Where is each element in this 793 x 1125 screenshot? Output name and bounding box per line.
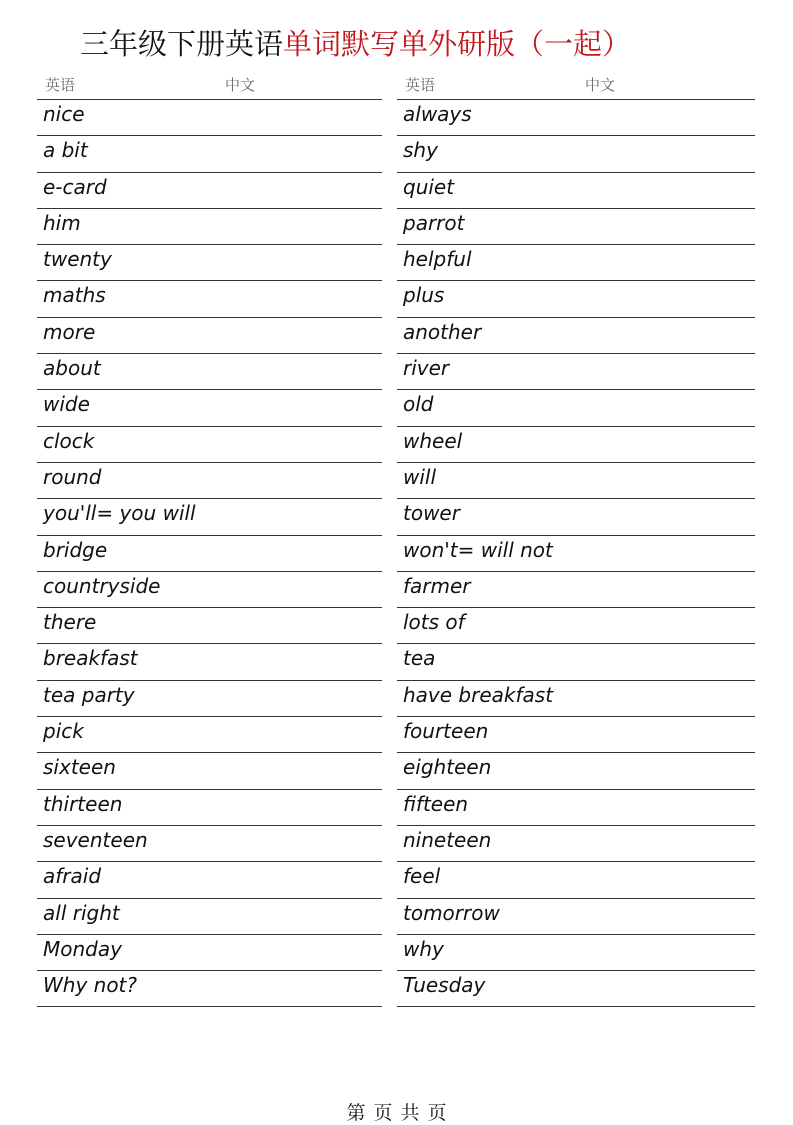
word-row	[397, 100, 755, 136]
english-word: a bit	[43, 138, 88, 163]
english-word: parrot	[403, 210, 465, 235]
english-word: fifteen	[403, 791, 469, 816]
english-word: old	[403, 392, 434, 417]
english-word: there	[43, 610, 97, 635]
word-row	[37, 681, 382, 717]
english-word: afraid	[43, 864, 102, 889]
word-row	[397, 862, 755, 898]
english-word: shy	[403, 138, 438, 163]
chinese-answer-blank[interactable]	[225, 937, 378, 967]
worksheet-title	[80, 22, 631, 66]
chinese-answer-blank[interactable]	[585, 175, 751, 205]
word-row	[37, 826, 382, 862]
word-row	[37, 427, 382, 463]
chinese-answer-blank[interactable]	[225, 465, 378, 495]
english-word: Why not?	[43, 973, 138, 998]
chinese-answer-blank[interactable]	[585, 138, 751, 168]
word-row	[397, 390, 755, 426]
word-row	[37, 100, 382, 136]
word-row	[397, 790, 755, 826]
word-row	[397, 935, 755, 971]
chinese-answer-blank[interactable]	[225, 792, 378, 822]
english-word: you'll= you will	[43, 501, 196, 526]
chinese-answer-blank[interactable]	[225, 683, 378, 713]
english-word: lots of	[403, 610, 465, 635]
english-word: thirteen	[43, 791, 123, 816]
english-word: bridge	[43, 537, 108, 562]
english-word: river	[403, 356, 450, 381]
word-row	[37, 209, 382, 245]
english-word: nineteen	[403, 827, 492, 852]
word-row	[397, 318, 755, 354]
word-list	[37, 100, 382, 1007]
word-row	[397, 644, 755, 680]
word-row	[37, 499, 382, 535]
word-row	[397, 826, 755, 862]
english-word: eighteen	[403, 755, 492, 780]
chinese-answer-blank[interactable]	[225, 102, 378, 132]
word-row	[37, 971, 382, 1007]
word-row	[397, 499, 755, 535]
chinese-answer-blank[interactable]	[225, 247, 378, 277]
english-word: tea	[403, 646, 436, 671]
chinese-answer-blank[interactable]	[225, 646, 378, 676]
chinese-answer-blank[interactable]	[585, 538, 751, 568]
word-row	[37, 899, 382, 935]
english-word: plus	[403, 283, 445, 308]
english-word: wheel	[403, 428, 463, 453]
word-row	[397, 354, 755, 390]
english-word: why	[403, 936, 444, 961]
chinese-answer-blank[interactable]	[225, 610, 378, 640]
chinese-answer-blank[interactable]	[585, 937, 751, 967]
english-word: feel	[403, 864, 441, 889]
word-row	[37, 173, 382, 209]
word-row	[397, 173, 755, 209]
chinese-answer-blank[interactable]	[585, 574, 751, 604]
word-row	[397, 136, 755, 172]
chinese-answer-blank[interactable]	[585, 610, 751, 640]
chinese-answer-blank[interactable]	[585, 973, 751, 1003]
word-row	[37, 354, 382, 390]
english-word: tower	[403, 501, 460, 526]
word-row	[397, 572, 755, 608]
chinese-answer-blank[interactable]	[585, 901, 751, 931]
chinese-answer-blank[interactable]	[585, 501, 751, 531]
word-row	[397, 245, 755, 281]
word-row	[397, 536, 755, 572]
english-word: seventeen	[43, 827, 148, 852]
english-word: pick	[43, 719, 84, 744]
word-row	[37, 753, 382, 789]
english-word: won't= will not	[403, 537, 553, 562]
word-row	[37, 245, 382, 281]
word-list	[397, 100, 755, 1007]
english-word: all right	[43, 900, 120, 925]
chinese-answer-blank[interactable]	[585, 828, 751, 858]
word-row	[37, 463, 382, 499]
english-word: quiet	[403, 174, 455, 199]
chinese-answer-blank[interactable]	[225, 973, 378, 1003]
word-column-left	[37, 68, 382, 1007]
chinese-answer-blank[interactable]	[585, 283, 751, 313]
english-word: always	[403, 102, 472, 126]
chinese-answer-blank[interactable]	[585, 429, 751, 459]
english-word: farmer	[403, 573, 471, 598]
chinese-header: 中文	[585, 76, 616, 94]
chinese-answer-blank[interactable]	[585, 792, 751, 822]
word-row	[37, 790, 382, 826]
page-prefix: 第	[346, 1102, 366, 1124]
page-footer	[0, 1098, 793, 1125]
word-row	[397, 463, 755, 499]
title-dictation-part: 单词默写单外研版（一起）	[283, 27, 632, 61]
word-column-right	[397, 68, 755, 1007]
title-grade-part: 三年级下册英语	[80, 27, 284, 61]
chinese-answer-blank[interactable]	[585, 683, 751, 713]
word-row	[397, 753, 755, 789]
chinese-answer-blank[interactable]	[585, 719, 751, 749]
word-row	[397, 209, 755, 245]
word-row	[397, 899, 755, 935]
chinese-answer-blank[interactable]	[585, 247, 751, 277]
chinese-answer-blank[interactable]	[225, 356, 378, 386]
chinese-answer-blank[interactable]	[585, 646, 751, 676]
chinese-answer-blank[interactable]	[585, 755, 751, 785]
page-label: 页	[373, 1102, 393, 1124]
chinese-answer-blank[interactable]	[585, 102, 751, 132]
chinese-answer-blank[interactable]	[225, 501, 378, 531]
word-row	[397, 971, 755, 1007]
total-prefix: 共	[400, 1102, 420, 1124]
english-word: tomorrow	[403, 900, 500, 925]
word-row	[397, 427, 755, 463]
word-row	[397, 608, 755, 644]
english-header: 英语	[45, 76, 76, 94]
chinese-answer-blank[interactable]	[585, 864, 751, 894]
english-word: have breakfast	[403, 682, 554, 707]
word-row	[37, 536, 382, 572]
word-row	[37, 136, 382, 172]
word-row	[37, 318, 382, 354]
chinese-answer-blank[interactable]	[225, 392, 378, 422]
english-word: round	[43, 464, 102, 489]
total-label: 页	[427, 1102, 447, 1124]
english-word: will	[403, 464, 437, 489]
english-word: sixteen	[43, 755, 116, 780]
english-word: helpful	[403, 247, 472, 272]
chinese-answer-blank[interactable]	[225, 320, 378, 350]
chinese-answer-blank[interactable]	[225, 175, 378, 205]
chinese-answer-blank[interactable]	[225, 719, 378, 749]
chinese-answer-blank[interactable]	[585, 465, 751, 495]
chinese-answer-blank[interactable]	[585, 392, 751, 422]
column-header	[397, 68, 755, 100]
chinese-answer-blank[interactable]	[225, 211, 378, 241]
english-word: countryside	[43, 573, 161, 598]
english-word: breakfast	[43, 646, 138, 671]
english-word: more	[43, 319, 96, 344]
english-word: fourteen	[403, 719, 489, 744]
word-row	[37, 608, 382, 644]
english-word: twenty	[43, 247, 112, 272]
english-word: tea party	[43, 682, 135, 707]
english-word: maths	[43, 283, 106, 308]
english-word: another	[403, 319, 482, 344]
word-row	[37, 862, 382, 898]
word-row	[397, 281, 755, 317]
word-row	[397, 681, 755, 717]
chinese-answer-blank[interactable]	[225, 574, 378, 604]
word-row	[37, 281, 382, 317]
chinese-answer-blank[interactable]	[225, 828, 378, 858]
english-word: Tuesday	[403, 973, 486, 998]
english-word: about	[43, 356, 101, 381]
chinese-answer-blank[interactable]	[585, 320, 751, 350]
word-row	[37, 717, 382, 753]
english-header: 英语	[405, 76, 436, 94]
chinese-answer-blank[interactable]	[225, 901, 378, 931]
word-row	[37, 390, 382, 426]
chinese-answer-blank[interactable]	[585, 356, 751, 386]
chinese-answer-blank[interactable]	[225, 755, 378, 785]
chinese-answer-blank[interactable]	[585, 211, 751, 241]
chinese-header: 中文	[225, 76, 256, 94]
chinese-answer-blank[interactable]	[225, 864, 378, 894]
column-header	[37, 68, 382, 100]
chinese-answer-blank[interactable]	[225, 283, 378, 313]
english-word: him	[43, 210, 81, 235]
english-word: nice	[43, 102, 85, 126]
english-word: wide	[43, 392, 90, 417]
word-row	[397, 717, 755, 753]
word-row	[37, 935, 382, 971]
word-row	[37, 572, 382, 608]
chinese-answer-blank[interactable]	[225, 429, 378, 459]
word-row	[37, 644, 382, 680]
english-word: e-card	[43, 174, 107, 199]
english-word: Monday	[43, 936, 122, 961]
chinese-answer-blank[interactable]	[225, 538, 378, 568]
english-word: clock	[43, 428, 95, 453]
chinese-answer-blank[interactable]	[225, 138, 378, 168]
